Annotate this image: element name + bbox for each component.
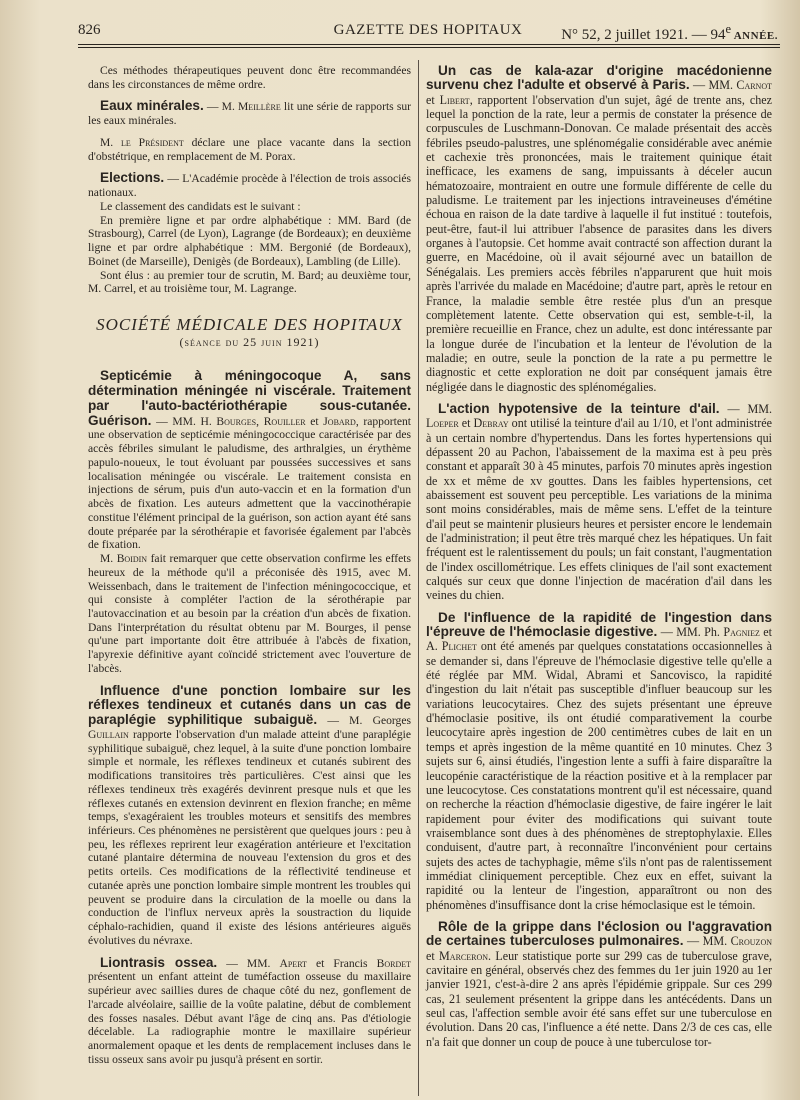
boidin-paragraph	[88, 552, 411, 676]
grippe-text: . Leur statistique porte sur 299 cas de tuberculose grave, cavitaire en général, observés chez des femmes du 1er juin 1920 au 1er janvier 1921, c'est-à-dire 2 ans après l'épidémie grippale. Sur ces 299 cas, 21 seulement présentent la grippe dans les antécédents. Dans un seul cas, l'affection semble avoir été sans effet sur une tuberculose en évolution. Dans 20 cas, l'influence a été nette. Dans 2/3 de ces cas, elle n'a fait que donner un coup de pouce à une tuberculose tor-	[426, 948, 772, 1049]
rapidite-author2: Plichet	[441, 639, 477, 654]
ponction-text: rapporte l'observation d'un malade atteint d'une paraplégie syphilitique subaiguë, chez lequel, à la suite d'une ponction lombaire simple et normale, les réflexes tendineux et cutanés subirent des modifications transitoires très particulières. C'est ainsi que les réflexes tendineux très exagérés devinrent presque nuls et que les réflexes cutanés en extension devinrent en flexion franche; en même temps, s'exagéraient les troubles moteurs et sensitifs des membres inférieurs. Ces phénomènes ne persistèrent que quelques jours : peu à peu, les réflexes reprirent leur exagération antérieure et l'excitation cutané plantaire détermina de nouveau l'extension du gros et des petits orteils. Ces modifications de la réflectivité tendineuse et cutanée après une ponction lombaire simple montrent les troubles qui peuvent se produire dans la circulation de la moelle ou dans la conduction de l'influx nerveux après la soustraction du liquide céphalo-rachidien, quand il existe des lésions antérieures aiguës évolutives du névraxe.	[88, 727, 411, 947]
grippe-prefix: — MM.	[683, 934, 731, 949]
liontrasis-and: et Francis	[306, 956, 377, 970]
kala-author2: Libert	[439, 92, 470, 107]
rapidite-text: ont été amenés par quelques constatations occasionnelles à se demander si, dans l'épreuve de l'hémoclasie digestive telle qu'elle a été réglée par MM. Widal, Abrami et Sancovisco, la rapidité d'ingestion du lait n'était pas susceptible d'influer beaucoup sur les variations leucocytaires. Chez des sujets présentant une épreuve d'hémoclasie positive, ils ont étudié comparativement la courbe leucocytaire après ingestion de 200 centimètres cubes de lait en un temps et après ingestion de la même quantité en 10 minutes. Chez 3 sujets sur 6, ainsi étudiés, l'ingestion lente a suffi à faire disparaître la leucopénie caractéristique de la réaction positive et à la remplacer par une leucocytose. Ces constatations montrent qu'il est nécessaire, quand on recherche la réaction d'hémoclasie digestive, de faire ingérer le lait rapidement pour éviter des modifications qui suivant toute vraisemblance sont dues à des phénomènes de streptophylaxie. Elles conduisent, d'autre part, à reconnaître l'inconvénient pour certains sujets des actes de tachyphagie, même s'ils n'ont pas de ralentissement immédiat cliniquement perceptible. Chez eux en effet, suivant la rapidité ou la lenteur de l'ingestion, apparaîtront ou non des phénomènes d'insuffisance dont la crise hémoclasique est le témoin.	[426, 639, 772, 912]
liontrasis-heading: Liontrasis ossea.	[100, 954, 218, 970]
grippe-and: et	[426, 948, 440, 963]
liontrasis-section	[88, 956, 411, 1067]
hypotensive-section	[426, 402, 772, 603]
liontrasis-author1: Apert	[279, 956, 307, 970]
grippe-heading: Rôle de la grippe dans l'éclosion ou l'aggravation de certaines tuberculoses pulmonaires.	[426, 918, 772, 949]
rapidite-heading: De l'influence de la rapidité de l'ingestion dans l'épreuve de l'hémoclasie digestive.	[426, 609, 772, 640]
septicemie-author2: Rouiller	[263, 414, 306, 428]
hypotensive-heading: L'action hypotensive de la teinture d'ail.	[438, 400, 720, 416]
grippe-author2: Marceron	[439, 948, 489, 963]
septicemie-and: et	[305, 414, 324, 428]
grippe-author1: Crouzon	[730, 934, 772, 949]
septicemie-section	[88, 369, 411, 552]
liontrasis-text: présentent un enfant atteint de tuméfaction osseuse du maxillaire supérieur avec saillies dures de chaque côté du nez, gonflement de l'arcade alvéolaire, saillie de la voûte palatine, début de comblement des fosses nasales. Début avant l'âge de cinq ans. Pas d'étiologie décelable. La radiographie montre le maxillaire supérieur anormalement opaque et les dents de remplacement incluses dans le tissu osseux sans avoir pu jusqu'à présent en sortir.	[88, 970, 411, 1066]
president-paragraph	[88, 136, 411, 163]
hypotensive-and: et	[458, 416, 474, 431]
president-name: le Président	[121, 135, 184, 149]
column-separator	[418, 60, 419, 1096]
seance-date: (séance du 25 juin 1921)	[179, 334, 320, 349]
septicemie-text: , rapportent une observation de septicémie méningococcique caractérisée par des accès fébriles simulant le paludisme, des arthralgies, un érythème papulo-noueux, le tout évoluant par poussées successives et sans localisation méningée ou viscérale. Le traitement consista en injections de sérum, puis d'un auto-vaccin et en la formation d'un abcès de fixation. Les auteurs admettent que la vaccinothérapie constitue l'élément principal de la guérison, son action ayant été sans doute préparée par la sérothérapie et favorisée également par l'abcès de fixation.	[88, 414, 411, 552]
president-prefix: M.	[100, 135, 122, 149]
ponction-heading: Influence d'une ponction lombaire sur les réflexes tendineux et cutanés dans un cas de paraplégie syphilitique subaiguë.	[88, 682, 411, 728]
rapidite-author1: Pagniez	[723, 625, 760, 640]
elections-text: — L'Académie procède à l'élection de trois associés nationaux.	[88, 172, 411, 200]
hypotensive-text: ont utilisé la teinture d'ail au 1/10, et l'ont administrée à un certain nombre d'hypertendus. Dans les fortes hypertensions qui dépassent 20 au Pachon, l'abaissement de la maxima est à peu près constant et apparaît 30 à 45 minutes, parfois 70 minutes après ingestion de xx et même de xv gouttes. Dans les faibles hypertensions, cet abaissement est souvent peu perceptible. Les variations de la minima sont moins considérables, mais de même sens. L'effet de la teinture d'ail peut se maintenir plusieurs heures et persister encore le lendemain de l'administration; il peut être très marqué chez les hépatiques. Un fait fréquent est le ralentissement du pouls; un fait constant, l'augmentation de l'index oscillométrique. Les effets cliniques de l'ail sont exactement calqués sur ceux que donne l'injection de macération d'ail dans les veines du chien.	[426, 416, 773, 603]
boidin-prefix: M.	[100, 552, 117, 566]
right-column	[426, 64, 772, 1057]
intro-paragraph: Ces méthodes thérapeutiques peuvent donc être recommandées dans les circonstances de même ordre.	[88, 64, 411, 91]
hypotensive-author1: Loeper	[426, 416, 459, 431]
kala-text: , rapportent l'observation d'un sujet, âgé de trente ans, chez lequel la ponction de la rate, leur a permis de constater la présence de corpuscules de Luschmann-Donovan. Ce malade présentait des accès fébriles pseudo-palustres, une splénomégalie considérable avec anémie et cachexie très prononcées, mais le traitement quinique était inefficace, les examens de sang, impuissants à déceler aucun hématozoaire, montraient en outre une formule différente de celle du paludisme. Le traitement par les injections intraveineuses d'émétine échoua en raison de la date tardive à laquelle il fut institué : toutefois, peut-être, faut-il lui attribuer l'absence de parasites dans les divers organes à l'autopsie. Cet homme avait contracté son affection durant la guerre, en Macédoine, où il avait séjourné avec un bataillon de Sénégalais. Les premiers accès fébriles n'apparurent que huit mois après l'arrivée du malade en Macédoine; d'autre part, après le retour en France, la maladie semble être restée plus d'un an presque complètement latente. Cette observation qui est, semble-t-il, la première recueillie en France, chez un adulte, est donc intéressante par la longue durée de l'incubation et la lenteur de l'évolution de la maladie; en outre, seule la ponction de la rate a pu permettre le diagnostic et cette exploration ne doit par conséquent jamais être négligée dans le diagnostic des splénomégalies.	[426, 92, 772, 394]
premiere-ligne-paragraph: En première ligne et par ordre alphabétique : MM. Bard (de Strasbourg), Carrel (de Lyon), Lagrange (de Bordeaux); en deuxième ligne et par ordre alphabétique : MM. Bergonié (de Bordeaux), Boinet (de Marseille), Denigès (de Bordeaux), Lambling (de Lille).	[88, 213, 411, 268]
septicemie-sep: ,	[256, 414, 264, 428]
kala-heading: Un cas de kala-azar d'origine macédonienne survenu chez l'adulte et observé à Paris.	[426, 63, 772, 93]
header-rule-bottom	[78, 47, 780, 48]
issue-info	[561, 22, 778, 44]
elections-section	[88, 171, 411, 199]
page-header	[78, 22, 778, 44]
society-title: SOCIÉTÉ MÉDICALE DES HOPITAUX	[96, 315, 403, 335]
header-rule-top	[78, 44, 780, 45]
president-text: déclare une place vacante dans la section d'obstétrique, en remplacement de M. Porax.	[88, 135, 411, 163]
left-column	[88, 64, 411, 1074]
ponction-section	[88, 684, 411, 948]
septicemie-author3: Jobard	[323, 414, 356, 428]
classement-paragraph: Le classement des candidats est le suivant :	[100, 199, 301, 213]
page-number: 826	[78, 22, 101, 38]
septicemie-prefix: — MM. H.	[151, 414, 217, 428]
kala-azar-section	[426, 64, 772, 394]
eaux-author: Meillère	[238, 100, 281, 114]
hypotensive-author2: Debray	[473, 416, 509, 431]
rapidite-and: et A.	[426, 625, 772, 654]
eaux-minerales-section	[88, 99, 411, 127]
eaux-heading: Eaux minérales.	[100, 98, 204, 114]
rapidite-section	[426, 611, 772, 912]
septicemie-heading: Septicémie à méningocoque A, sans détermination méningée ni viscérale. Traitement par l'auto-bactériothérapie sous-cutanée. Guérison.	[88, 368, 411, 428]
boidin-name: Boidin	[116, 552, 148, 566]
eaux-prefix: — M.	[203, 100, 238, 114]
ponction-prefix: — M. Georges	[317, 714, 412, 728]
eaux-text: lit une série de rapports sur les eaux minérales.	[88, 100, 411, 128]
hypotensive-prefix: — MM.	[719, 401, 773, 416]
septicemie-author1: Bourges	[216, 414, 257, 428]
liontrasis-prefix: — MM.	[217, 956, 280, 970]
elus-paragraph: Sont élus : au premier tour de scrutin, M. Bard; au deuxième tour, M. Carrel, et au troisième tour, M. Lagrange.	[88, 268, 411, 296]
kala-prefix: — MM.	[689, 78, 737, 93]
boidin-text: fait remarquer que cette observation confirme les effets heureux de la méthode qu'il a préconisée dès 1915, avec M. Weissenbach, dans le traitement de l'infection méningococcique, et qui consiste à compléter l'action de la sérothérapie par l'autovaccination et au besoin par la création d'un abcès de fixation. Dans l'interprétation du résultat obtenu par M. Bourges, il pense qu'une part importante doit être attribuée à l'abcès de fixation, l'apyrexie définitive ayant coïncidé strictement avec l'ouverture de l'abcès.	[88, 552, 411, 675]
elections-heading: Elections.	[100, 170, 165, 186]
issue-prefix: N° 52, 2 juillet 1921. — 94	[561, 27, 726, 43]
journal-title: GAZETTE DES HOPITAUX	[333, 22, 523, 38]
kala-and: et	[426, 92, 440, 107]
issue-suffix: ANNÉE.	[731, 30, 778, 42]
liontrasis-author2: Bordet	[376, 956, 411, 970]
kala-author1: Carnot	[736, 78, 772, 93]
ponction-author: Guillain	[88, 727, 129, 741]
grippe-section	[426, 920, 772, 1049]
issue-sup: e	[725, 22, 732, 36]
rapidite-prefix: — MM. Ph.	[657, 625, 724, 640]
